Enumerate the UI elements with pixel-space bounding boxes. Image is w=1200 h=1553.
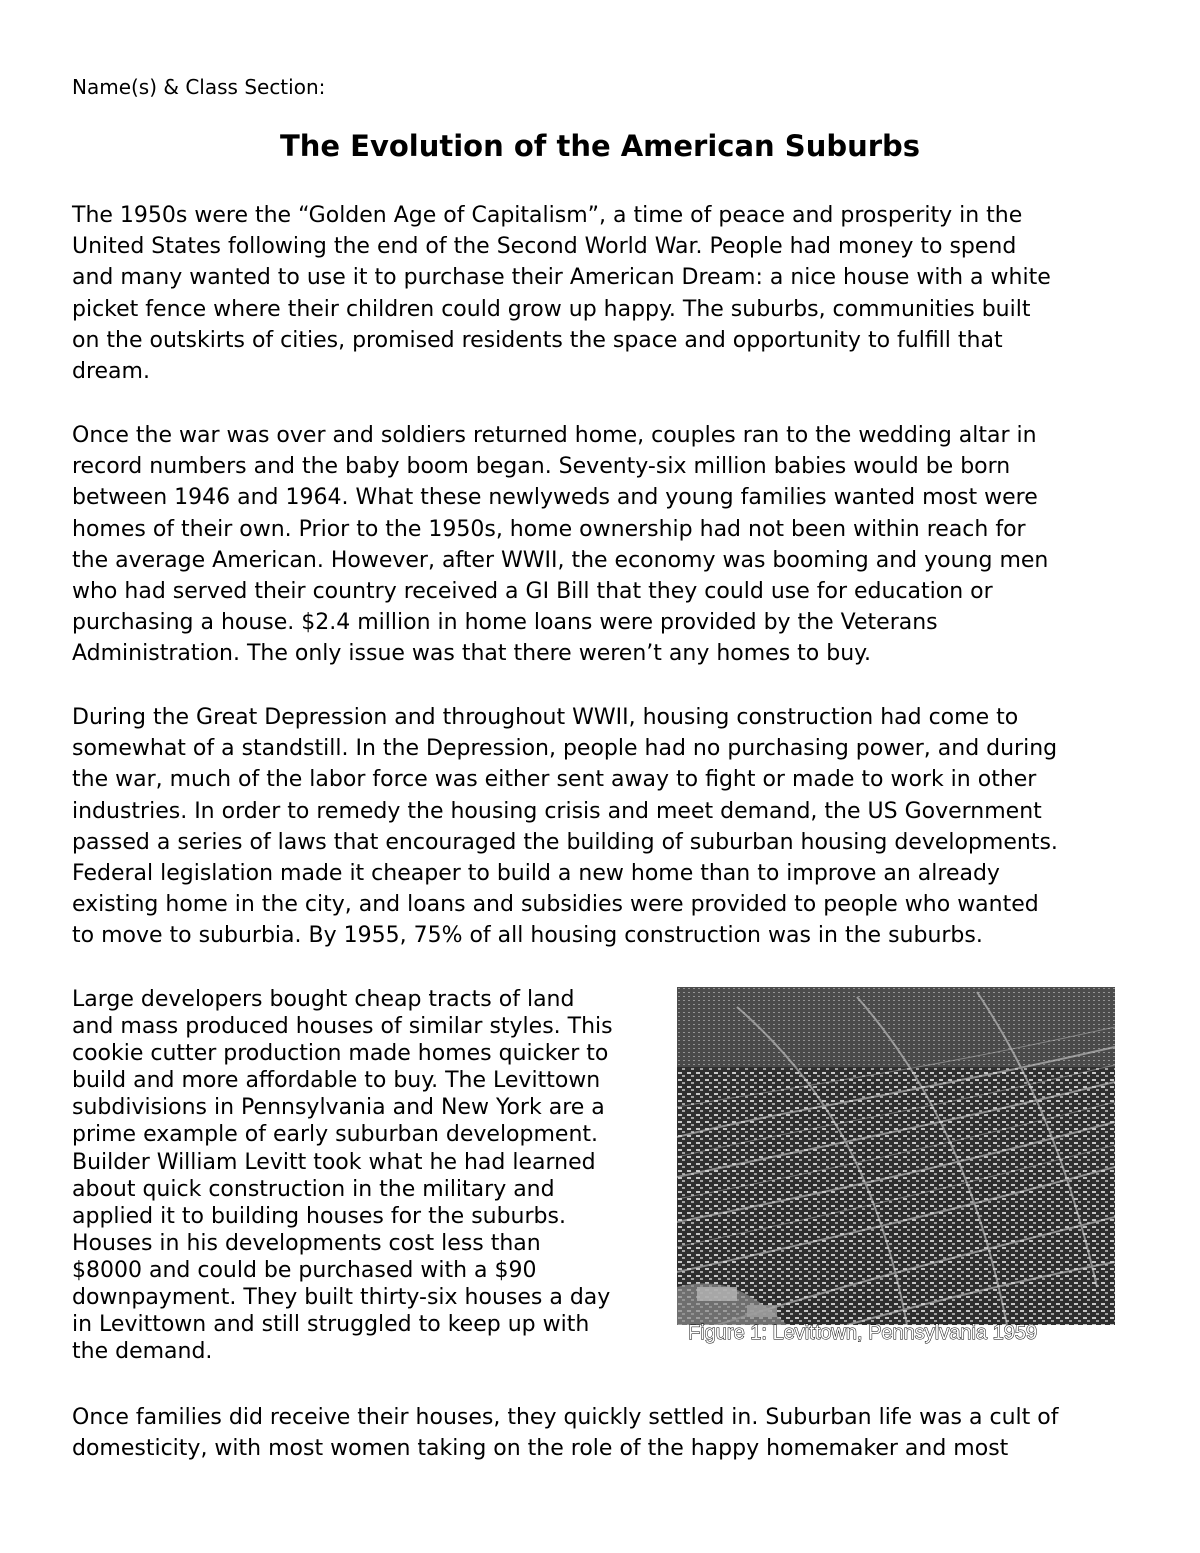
paragraph-line: in Levittown and still struggled to keep up with <box>72 1312 590 1338</box>
paragraph-line: about quick construction in the military and <box>72 1176 555 1202</box>
paragraph-line: Federal legislation made it cheaper to build a new home than to improve an already <box>72 861 1000 887</box>
paragraph-line: Large developers bought cheap tracts of land <box>72 987 575 1012</box>
paragraph-line: and many wanted to use it to purchase their American Dream: a nice house with a white <box>72 265 1051 291</box>
paragraph-line: During the Great Depression and throughout WWII, housing construction had come to <box>72 705 1019 730</box>
paragraph-line: $8000 and could be purchased with a $90 <box>72 1257 537 1283</box>
paragraph-domesticity <box>72 1402 1142 1464</box>
paragraph-line: and mass produced houses of similar styles. This <box>72 1014 613 1040</box>
paragraph-line: purchasing a house. $2.4 million in home loans were provided by the Veterans <box>72 610 938 636</box>
levittown-aerial-photo <box>677 987 1115 1325</box>
paragraph-line: United States following the end of the Second World War. People had money to spend <box>72 234 1017 260</box>
paragraph-line: downpayment. They built thirty-six houses a day <box>72 1285 611 1311</box>
paragraph-line: prime example of early suburban development. <box>72 1122 599 1148</box>
paragraph-line: existing home in the city, and loans and subsidies were provided to people who wanted <box>72 892 1039 918</box>
paragraph-baby-boom <box>72 420 1142 670</box>
paragraph-line: The 1950s were the “Golden Age of Capitalism”, a time of peace and prosperity in the <box>72 203 1023 228</box>
paragraph-golden-age <box>72 200 1142 387</box>
name-class-section-label: Name(s) & Class Section: <box>72 75 326 99</box>
paragraph-line: Houses in his developments cost less than <box>72 1230 541 1256</box>
figure-caption: Figure 1: Levittown, Pennsylvania 1959 <box>688 1322 1038 1344</box>
paragraph-line: the demand. <box>72 1339 213 1365</box>
paragraph-levittown <box>72 986 652 1365</box>
paragraph-line: dream. <box>72 359 150 385</box>
paragraph-line: to move to suburbia. By 1955, 75% of all housing construction was in the suburbs. <box>72 923 983 949</box>
paragraph-line: homes of their own. Prior to the 1950s, home ownership had not been within reach for <box>72 516 1026 542</box>
paragraph-line: the war, much of the labor force was either sent away to fight or made to work in other <box>72 767 1037 793</box>
paragraph-line: build and more affordable to buy. The Levittown <box>72 1068 601 1094</box>
paragraph-line: subdivisions in Pennsylvania and New York are a <box>72 1095 605 1121</box>
paragraph-housing-crisis <box>72 702 1142 952</box>
paragraph-line: domesticity, with most women taking on the role of the happy homemaker and most <box>72 1436 1009 1462</box>
paragraph-line: applied it to building houses for the suburbs. <box>72 1203 566 1229</box>
paragraph-line: cookie cutter production made homes quicker to <box>72 1041 609 1067</box>
paragraph-line: Administration. The only issue was that there weren’t any homes to buy. <box>72 641 872 667</box>
paragraph-line: industries. In order to remedy the housing crisis and meet demand, the US Government <box>72 798 1042 824</box>
paragraph-line: Once the war was over and soldiers returned home, couples ran to the wedding altar in <box>72 423 1037 448</box>
paragraph-line: the average American. However, after WWII, the economy was booming and young men <box>72 547 1049 573</box>
page-title: The Evolution of the American Suburbs <box>279 129 921 163</box>
paragraph-line: picket fence where their children could grow up happy. The suburbs, communities built <box>72 296 1031 322</box>
paragraph-line: passed a series of laws that encouraged the building of suburban housing developments. <box>72 829 1058 855</box>
paragraph-line: Builder William Levitt took what he had learned <box>72 1149 596 1175</box>
paragraph-line: record numbers and the baby boom began. Seventy-six million babies would be born <box>72 454 1011 480</box>
paragraph-line: somewhat of a standstill. In the Depression, people had no purchasing power, and during <box>72 736 1058 762</box>
paragraph-line: on the outskirts of cities, promised residents the space and opportunity to fulfill that <box>72 327 1003 353</box>
paragraph-line: Once families did receive their houses, they quickly settled in. Suburban life was a cult of <box>72 1405 1059 1430</box>
aerial-suburb-photo-icon <box>677 987 1115 1325</box>
paragraph-line: who had served their country received a GI Bill that they could use for education or <box>72 579 993 605</box>
paragraph-line: between 1946 and 1964. What these newlyweds and young families wanted most were <box>72 485 1038 511</box>
